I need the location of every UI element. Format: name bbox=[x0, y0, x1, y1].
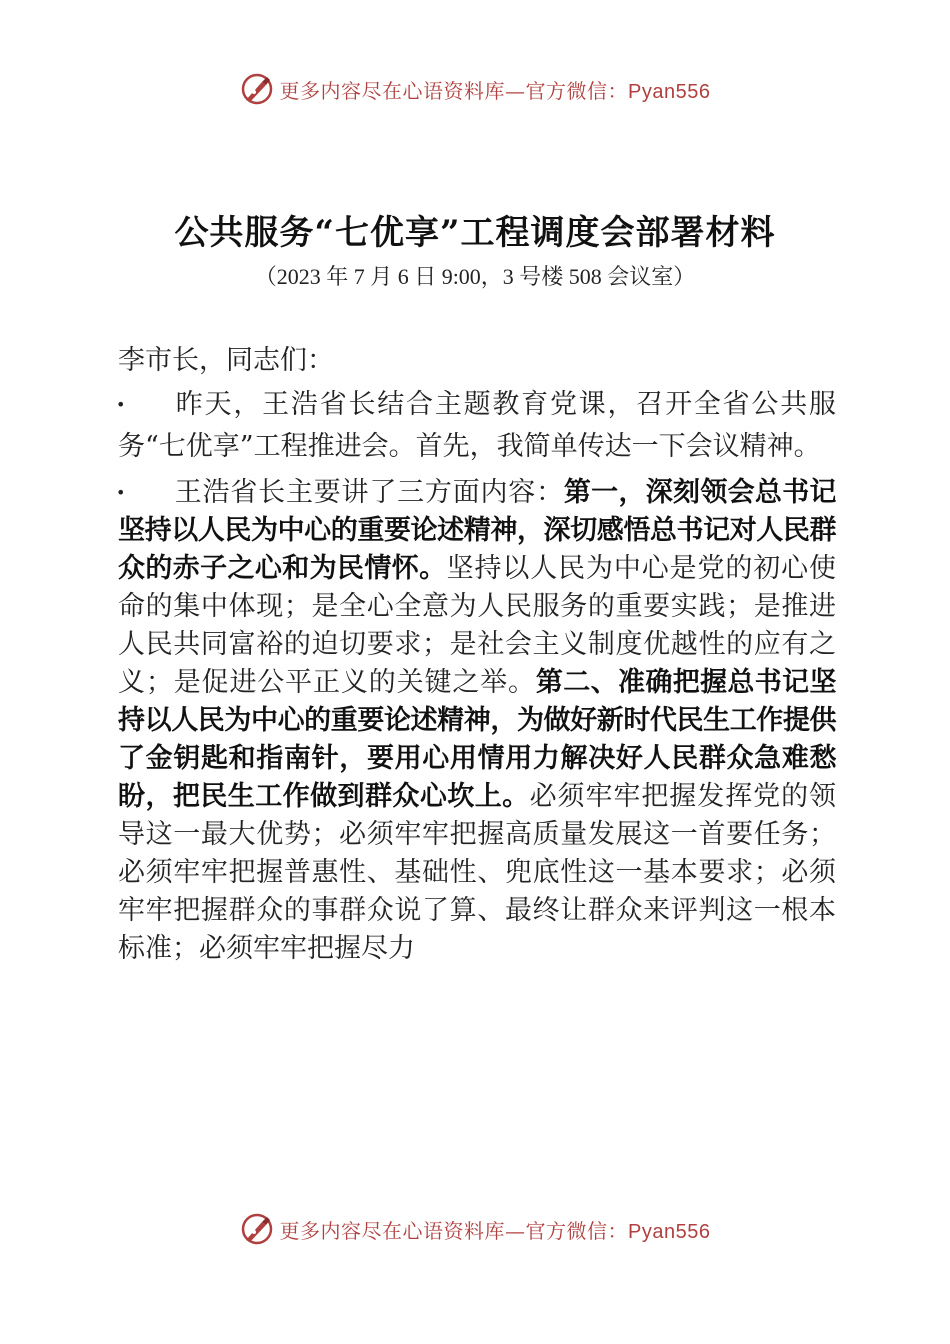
watermark-handle: Pyan556 bbox=[628, 1220, 711, 1243]
salutation: 李市长，同志们： bbox=[118, 345, 334, 376]
paragraph-1-text: 昨天，王浩省长结合主题教育党课，召开全省公共服务“七优享”工程推进会。首先，我简单传达一下会议精神。 bbox=[118, 389, 836, 462]
point-1-text: 坚持以人民为中心是党的初心使命的集中体现；是全心全意为人民服务的重要实践；是推进人民共同富裕的迫切要求；是社会主义制度优越性的应有之义；是促进公平正义的关键之举。 bbox=[118, 553, 837, 698]
pen-logo-icon bbox=[240, 1212, 274, 1246]
bullet-icon: • bbox=[116, 483, 126, 502]
watermark-text bbox=[280, 75, 711, 104]
footer-watermark bbox=[0, 1212, 950, 1246]
watermark-prefix: 更多内容尽在心语资料库—官方微信： bbox=[279, 1218, 629, 1243]
bullet-icon: • bbox=[116, 395, 126, 414]
watermark-prefix: 更多内容尽在心语资料库—官方微信： bbox=[279, 78, 629, 103]
document-title: 公共服务“七优享”工程调度会部署材料 bbox=[174, 213, 776, 253]
document-subtitle: （2023 年 7 月 6 日 9:00，3 号楼 508 会议室） bbox=[254, 264, 696, 289]
point-2-heading: 第二、准确把握总书记坚持以人民为中心的重要论述精神，为做好新时代民生工作提供了金钥匙和指南针，要用心用情用力解决好人民群众急难愁盼，把民生工作做到群众心坎上。 bbox=[118, 667, 837, 812]
paragraph-1 bbox=[118, 384, 836, 468]
watermark-handle: Pyan556 bbox=[628, 80, 711, 103]
point-2-text: 必须牢牢把握发挥党的领导这一最大优势；必须牢牢把握高质量发展这一首要任务；必须牢牢把握普惠性、基础性、兜底性这一基本要求；必须牢牢把握群众的事群众说了算、最终让群众来评判这一根本标准；必须牢牢把握尽力 bbox=[118, 781, 837, 964]
paragraph-2-intro: 王浩省长主要讲了三方面内容： bbox=[174, 477, 564, 508]
paragraph-2 bbox=[118, 474, 836, 968]
pen-logo-icon bbox=[240, 72, 274, 106]
point-1-heading: 第一，深刻领会总书记坚持以人民为中心的重要论述精神，深切感悟总书记对人民群众的赤子之心和为民情怀。 bbox=[118, 477, 836, 584]
header-watermark bbox=[0, 72, 950, 106]
watermark-text bbox=[280, 1215, 711, 1244]
document-body bbox=[118, 340, 836, 974]
